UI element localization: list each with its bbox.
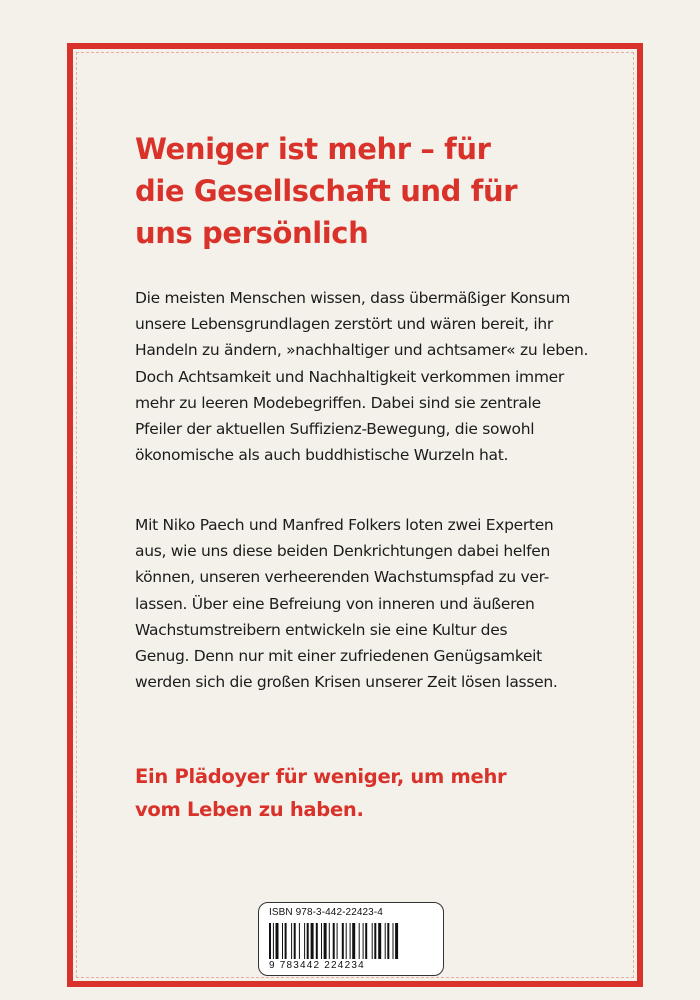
text-line: Genug. Denn nur mit einer zufriedenen Genügsamkeit	[135, 647, 542, 666]
text-line: Doch Achtsamkeit und Nachhaltigkeit verkommen immer	[135, 367, 564, 386]
text-line: unsere Lebensgrundlagen zerstört und wären bereit, ihr	[135, 315, 554, 334]
headline-line: uns persönlich	[135, 216, 369, 250]
text-line: aus, wie uns diese beiden Denkrichtungen dabei helfen	[135, 542, 551, 561]
text-line: lassen. Über eine Befreiung von inneren und äußeren	[135, 594, 535, 613]
headline	[135, 128, 595, 254]
text-line: können, unseren verheerenden Wachstumspfad zu ver-	[135, 568, 550, 587]
paragraph-2	[135, 512, 575, 695]
text-line: Mit Niko Paech und Manfred Folkers loten zwei Experten	[135, 516, 554, 534]
headline-line: die Gesellschaft und für	[135, 174, 518, 208]
text-line: Wachstumstreibern entwickeln sie eine Kultur des	[135, 620, 508, 639]
text-line: Pfeiler der aktuellen Suffizienz-Bewegung, die sowohl	[135, 420, 535, 439]
text-line: ökonomische als auch buddhistische Wurzeln hat.	[135, 446, 509, 465]
barcode-bars	[269, 923, 435, 959]
text-line: werden sich die großen Krisen unserer Zeit lösen lassen.	[135, 673, 558, 692]
headline-line: Weniger ist mehr – für	[135, 132, 491, 166]
paragraph-1	[135, 285, 589, 468]
isbn-barcode	[258, 902, 444, 976]
tagline-line: vom Leben zu haben.	[135, 798, 364, 821]
tagline	[135, 760, 595, 826]
tagline-line: Ein Plädoyer für weniger, um mehr	[135, 765, 507, 788]
isbn-label: ISBN 978-3-442-22423-4	[269, 907, 383, 918]
text-line: mehr zu leeren Modebegriffen. Dabei sind sie zentrale	[135, 393, 541, 412]
text-line: Handeln zu ändern, »nachhaltiger und achtsamer« zu leben.	[135, 341, 589, 360]
text-line: Die meisten Menschen wissen, dass übermäßiger Konsum	[135, 289, 571, 307]
barcode-digits: 9 783442 224234	[269, 960, 365, 971]
